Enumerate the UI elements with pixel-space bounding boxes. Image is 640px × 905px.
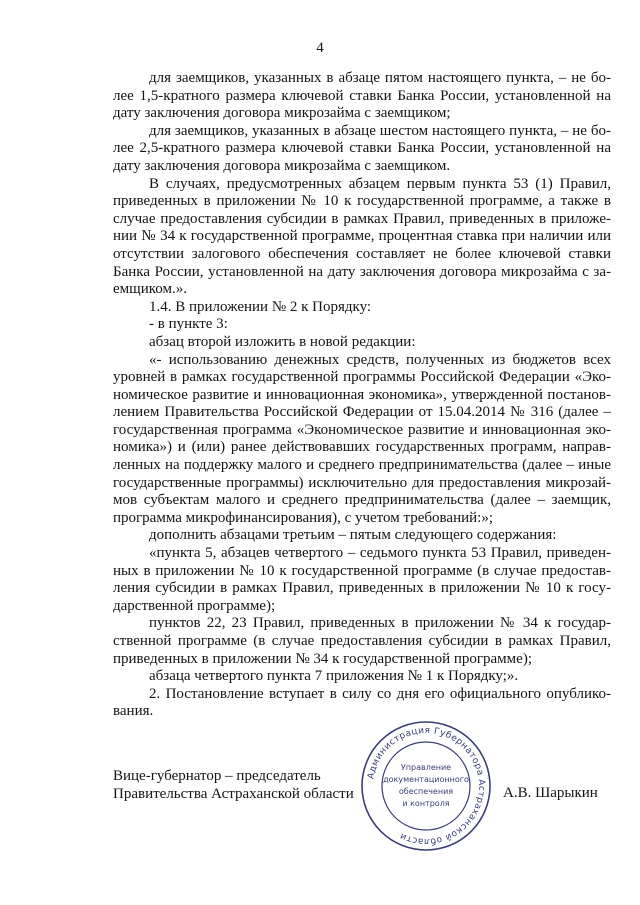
text-line: приведенных в приложении № 10 к государственной программе, а также в (113, 193, 611, 210)
text-line: лением Правительства Российской Федерации от 15.04.2014 № 316 (далее – (113, 404, 611, 421)
text-line: - в пункте 3: (149, 316, 228, 333)
stamp-center-text (383, 763, 469, 808)
text-line: для заемщиков, указанных в абзаце пятом настоящего пункта, – не бо- (149, 70, 611, 86)
text-line: дату заключения договора микрозайма с заемщиком; (113, 105, 451, 122)
text-line: абзаца четвертого пункта 7 приложения № 1 к Порядку;». (149, 668, 519, 685)
signatory-title (113, 767, 354, 803)
text-line: вания. (113, 703, 154, 720)
stamp-inner-ring (382, 742, 470, 830)
text-line: дату заключения договора микрозайма с заемщиком. (113, 157, 451, 174)
text-line: «пункта 5, абзацев четвертого – седьмого пункта 53 Правил, приведен- (149, 545, 611, 562)
text-line: дополнить абзацами третьим – пятым следующего содержания: (149, 527, 557, 544)
stamp-outer-ring (362, 722, 490, 850)
text-line: нии № 34 к государственной программе, процентная ставка при наличии или (113, 228, 611, 245)
text-line: государственная программа «Экономическое развитие и инновационная эко- (113, 421, 611, 438)
body-text (113, 70, 611, 721)
stamp-center-line: Управление (400, 763, 452, 772)
signatory-name: А.В. Шарыкин (503, 785, 598, 801)
text-line: дарственной программе); (113, 597, 276, 614)
text-line: пунктов 22, 23 Правил, приведенных в приложении № 34 к государ- (149, 615, 611, 632)
text-line: «- использованию денежных средств, полученных из бюджетов всех (149, 351, 611, 368)
text-line: государственные программы) исключительно для предоставления микрозай- (113, 474, 611, 491)
text-line: Банка России, установленной на дату заключения договора микрозайма с за- (113, 263, 611, 280)
text-line: уровней в рамках государственной программы Российской Федерации «Эко- (113, 369, 611, 386)
stamp-center-line: обеспечения (398, 787, 454, 796)
text-line: лее 1,5-кратного размера ключевой ставки Банка России, установленной на (113, 87, 611, 104)
text-line: 2. Постановление вступает в силу со дня его официального опублико- (149, 685, 611, 702)
text-line: ления субсидии в рамках Правил, приведенных в приложении № 10 к госу- (113, 580, 611, 597)
official-stamp (358, 718, 494, 854)
text-line: случае предоставления субсидии в рамках Правил, приведенных в приложе- (113, 210, 611, 227)
text-line: номическое развитие и инновационная экономика», утвержденной постанов- (113, 386, 611, 403)
stamp-center-line: и контроля (402, 799, 450, 808)
text-line: мов субъектам малого и среднего предпринимательства (далее – заемщик, (113, 492, 611, 509)
text-line: лее 2,5-кратного размера ключевой ставки Банка России, установленной на (113, 140, 611, 157)
text-line: В случаях, предусмотренных абзацем первым пункта 53 (1) Правил, (149, 175, 611, 192)
text-line: ных в приложении № 10 к государственной программе (в случае предостав- (113, 562, 611, 579)
text-line: 1.4. В приложении № 2 к Порядку: (149, 298, 372, 315)
text-line: ленных на поддержку малого и среднего предпринимательства (далее – иные (113, 457, 611, 474)
text-line: емщиком.». (113, 281, 187, 298)
signatory-title-line-2: Правительства Астраханской области (113, 786, 354, 802)
page-number: 4 (316, 40, 324, 56)
text-line: приведенных в приложении № 34 к государственной программе); (113, 650, 532, 667)
text-line: для заемщиков, указанных в абзаце шестом настоящего пункта, – не бо- (149, 122, 611, 139)
text-line: абзац второй изложить в новой редакции: (149, 333, 416, 350)
stamp-center-line: документационного (383, 775, 469, 784)
text-line: ственной программе (в случае предоставления субсидии в рамках Правил, (113, 633, 611, 649)
text-line: программа микрофинансирования), с учетом требований:»; (113, 509, 493, 526)
text-line: номика») и (или) ранее действовавших государственных программ, направ- (113, 439, 611, 456)
signatory-title-line-1: Вице-губернатор – председатель (113, 768, 321, 784)
stamp-ring-text: Администрация Губернатора Астраханской области (366, 725, 487, 847)
text-line: отсутствии залогового обеспечения составляет не более ключевой ставки (113, 245, 611, 262)
